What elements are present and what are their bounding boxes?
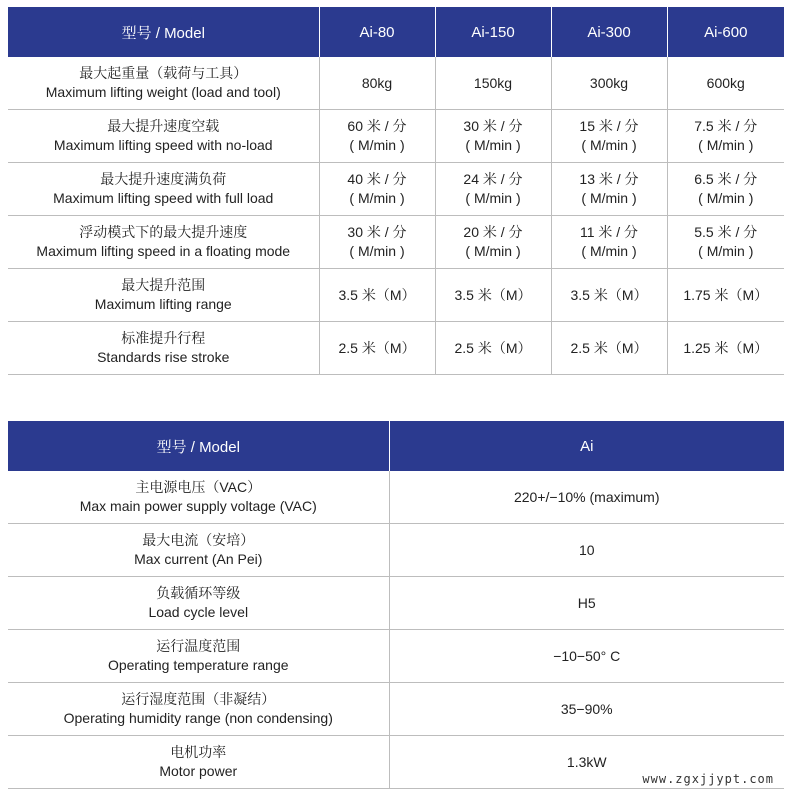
cell-value <box>319 57 435 110</box>
cell-value: 220+/−10% (maximum) <box>389 471 784 524</box>
row-label-cn: 主电源电压（VAC） <box>135 479 262 495</box>
header-model: 型号 / Model <box>8 7 319 57</box>
header-ai-150: Ai-150 <box>435 7 551 57</box>
row-label-cn: 运行湿度范围（非凝结） <box>121 691 276 707</box>
row-label-en: Maximum lifting speed with no-load <box>53 137 273 153</box>
cell-value: 1.3kW <box>389 736 784 789</box>
cell-value <box>435 110 551 163</box>
row-label <box>8 736 389 789</box>
row-label <box>8 630 389 683</box>
cell-value <box>551 322 667 375</box>
value-main: 30 米 / 分 <box>347 224 407 240</box>
value-unit: ( M/min ) <box>581 243 637 259</box>
value-main: 13 米 / 分 <box>579 171 639 187</box>
cell-value <box>667 57 784 110</box>
cell-value <box>551 163 667 216</box>
row-label-cn: 最大起重量（载荷与工具） <box>79 65 248 81</box>
site-watermark: www.zgxjjypt.com <box>642 772 774 786</box>
cell-value <box>667 322 784 375</box>
row-label-cn: 最大电流（安培） <box>142 532 255 548</box>
row-label <box>8 57 319 110</box>
header-ai-600: Ai-600 <box>667 7 784 57</box>
row-label <box>8 577 389 630</box>
row-label-en: Max main power supply voltage (VAC) <box>79 498 317 514</box>
row-label <box>8 524 389 577</box>
value-main: 80kg <box>361 74 393 91</box>
cell-value <box>435 269 551 322</box>
table-row <box>8 577 784 630</box>
cell-value: H5 <box>389 577 784 630</box>
cell-value <box>551 216 667 269</box>
table-row <box>8 216 784 269</box>
table-row <box>8 524 784 577</box>
row-label <box>8 471 389 524</box>
row-label-en: Max current (An Pei) <box>134 551 263 567</box>
cell-value <box>667 163 784 216</box>
cell-value <box>435 57 551 110</box>
table-header-row <box>8 7 784 57</box>
value-main: 3.5 米（M） <box>454 286 532 303</box>
row-label <box>8 269 319 322</box>
value-main: 40 米 / 分 <box>347 171 407 187</box>
cell-value <box>319 322 435 375</box>
row-label-en: Motor power <box>159 763 238 779</box>
value-main: 300kg <box>589 74 629 91</box>
value-main: 2.5 米（M） <box>570 339 648 356</box>
value-main: 6.5 米 / 分 <box>694 171 758 187</box>
header-model: 型号 / Model <box>8 421 389 471</box>
value-main: 15 米 / 分 <box>579 118 639 134</box>
table-row <box>8 269 784 322</box>
cell-value <box>319 110 435 163</box>
value-unit: ( M/min ) <box>698 243 754 259</box>
cell-value <box>319 216 435 269</box>
value-unit: ( M/min ) <box>581 137 637 153</box>
cell-value <box>319 163 435 216</box>
row-label-en: Standards rise stroke <box>97 349 230 365</box>
row-label-cn: 最大提升速度满负荷 <box>100 171 227 187</box>
row-label-cn: 最大提升范围 <box>121 277 206 293</box>
row-label-cn: 标准提升行程 <box>121 330 206 346</box>
value-unit: ( M/min ) <box>698 190 754 206</box>
value-main: 3.5 米（M） <box>570 286 648 303</box>
table-row <box>8 57 784 110</box>
cell-value: 10 <box>389 524 784 577</box>
row-label <box>8 683 389 736</box>
row-label-en: Maximum lifting speed in a floating mode <box>36 243 291 259</box>
row-label-en: Maximum lifting range <box>94 296 232 312</box>
table-row <box>8 630 784 683</box>
cell-value <box>667 216 784 269</box>
row-label <box>8 110 319 163</box>
row-label-en: Operating humidity range (non condensing) <box>63 710 333 726</box>
value-main: 150kg <box>473 74 513 91</box>
cell-value <box>551 110 667 163</box>
row-label-en: Load cycle level <box>148 604 249 620</box>
table-row <box>8 322 784 375</box>
value-unit: ( M/min ) <box>349 190 405 206</box>
value-unit: ( M/min ) <box>698 137 754 153</box>
value-main: 24 米 / 分 <box>463 171 523 187</box>
table-row <box>8 683 784 736</box>
row-label <box>8 216 319 269</box>
cell-value: 35−90% <box>389 683 784 736</box>
value-main: 600kg <box>706 74 745 91</box>
value-unit: ( M/min ) <box>465 137 521 153</box>
cell-value <box>667 269 784 322</box>
row-label-cn: 浮动模式下的最大提升速度 <box>79 224 248 240</box>
table-row <box>8 471 784 524</box>
row-label-cn: 运行温度范围 <box>156 638 241 654</box>
value-unit: ( M/min ) <box>581 190 637 206</box>
value-main: 60 米 / 分 <box>347 118 407 134</box>
row-label <box>8 163 319 216</box>
cell-value <box>551 57 667 110</box>
value-main: 5.5 米 / 分 <box>694 224 758 240</box>
cell-value: −10−50° C <box>389 630 784 683</box>
value-unit: ( M/min ) <box>465 190 521 206</box>
header-ai-300: Ai-300 <box>551 7 667 57</box>
spec-table-models <box>8 7 784 375</box>
cell-value <box>435 216 551 269</box>
table-row <box>8 163 784 216</box>
spec-table-electrical <box>8 421 784 789</box>
cell-value <box>435 163 551 216</box>
value-unit: ( M/min ) <box>349 243 405 259</box>
value-main: 30 米 / 分 <box>463 118 523 134</box>
header-ai-80: Ai-80 <box>319 7 435 57</box>
row-label-en: Maximum lifting speed with full load <box>53 190 274 206</box>
row-label-cn: 负载循环等级 <box>156 585 241 601</box>
row-label-cn: 电机功率 <box>170 744 227 760</box>
row-label <box>8 322 319 375</box>
value-unit: ( M/min ) <box>349 137 405 153</box>
value-main: 2.5 米（M） <box>454 339 532 356</box>
value-unit: ( M/min ) <box>465 243 521 259</box>
cell-value <box>435 322 551 375</box>
value-main: 7.5 米 / 分 <box>694 118 758 134</box>
row-label-en: Operating temperature range <box>107 657 289 673</box>
header-ai: Ai <box>389 421 784 471</box>
value-main: 3.5 米（M） <box>338 286 416 303</box>
row-label-cn: 最大提升速度空载 <box>107 118 220 134</box>
table-row <box>8 110 784 163</box>
row-label-en: Maximum lifting weight (load and tool) <box>45 84 281 100</box>
value-main: 1.25 米（M） <box>683 339 769 356</box>
cell-value <box>319 269 435 322</box>
value-main: 11 米 / 分 <box>579 224 639 240</box>
cell-value <box>551 269 667 322</box>
cell-value <box>667 110 784 163</box>
value-main: 2.5 米（M） <box>338 339 416 356</box>
value-main: 20 米 / 分 <box>463 224 523 240</box>
value-main: 1.75 米（M） <box>683 286 769 303</box>
table-header-row <box>8 421 784 471</box>
